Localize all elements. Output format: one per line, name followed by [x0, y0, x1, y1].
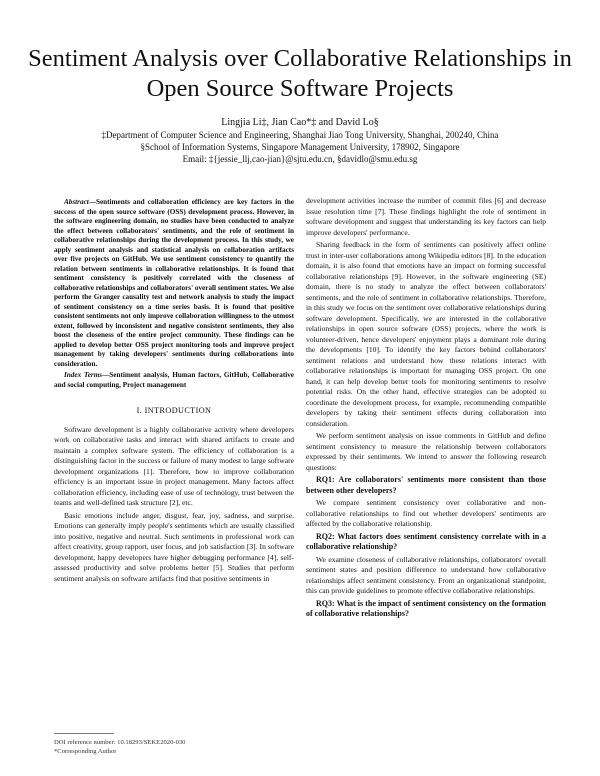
research-question-1: RQ1: Are collaborators' sentiments more consistent than those between other developers?: [306, 475, 546, 495]
author-list: Lingjia Li‡, Jian Cao*‡ and David Lo§: [221, 117, 379, 128]
footnotes: [54, 739, 294, 756]
section-heading-introduction: I. INTRODUCTION: [136, 406, 212, 415]
intro-paragraph-5: We perform sentiment analysis on issue comments in GitHub and define sentiment consistency to measure the relationship between collaborators expressed by their sentiments. We intend to answer the following research questions:: [306, 431, 546, 472]
author-emails: Email: ‡{jessie_llj,cao-jian}@sjtu.edu.cn, §davidlo@smu.edu.sg: [182, 154, 418, 164]
footnote-rule: [54, 733, 114, 734]
research-question-2: RQ2: What factors does sentiment consistency correlate with in a collaborative relationship?: [306, 531, 546, 551]
index-terms-label: Index Terms: [64, 371, 103, 379]
index-terms-text: —Sentiment analysis, Human factors, GitHub, Collaborative and social computing, Project management: [54, 371, 294, 389]
index-terms: [54, 371, 294, 390]
corresponding-author-note: *Corresponding Author: [54, 747, 117, 755]
rq2-description: We examine closeness of collaborative relationships, collaborators' overall sentiment states and position difference to understand how collaborative relationships affect sentiment consistency. From an organizational standpoint, this can provide guidelines to promote effective collaborative relationships.: [306, 554, 546, 595]
paper-title: Sentiment Analysis over Collaborative Relationships in Open Source Software Projects: [28, 45, 572, 102]
intro-paragraph-1: Software development is a highly collaborative activity where developers work on collaborative tasks and interact with shared artifacts to create and maintain a complex software system. The efficiency of collaboration is a distinguishing factor in the success or failure of many modest to large software development organizations [1]. Therefore, how to improve collaboration efficiency is an important issue in project management. Many factors affect collaboration efficiency, including ease of use of technology, trust between the teams and well-defined task structure [2], etc.: [54, 424, 294, 507]
affiliation-sjtu: ‡Department of Computer Science and Engineering, Shanghai Jiao Tong University, Shanghai, 200240, China: [101, 130, 499, 140]
abstract-text: —Sentiments and collaboration efficiency are key factors in the success of the open source software (OSS) development process. However, in the software engineering domain, no studies have been conducted to analyze the effect between collaborators' sentiments, and the role of sentiment in collaborative relationships during the development process. In this study, we apply sentiment analysis and statistical analysis on collaboration artifacts over five projects on GitHub. We use sentiment consistency to quantify the relation between sentiments in collaborative relationships. It is found that sentiment consistency is positively correlated with the closeness of collaborative relationships and collaborators' overall sentiment states. We also perform the Granger causality test and network analysis to study the impact of sentiment consistency on a time series basis. It is found that positive consistent sentiments not only improve collaboration willingness to the utmost extent, followed by inconsistent and negative consistent sentiments, they also boost the closeness of the entire project community. These findings can be applied to develop better OSS project monitoring tools and improve project management by taking developers' sentiments during collaborations into consideration.: [54, 198, 294, 368]
abstract: [54, 198, 294, 369]
intro-paragraph-4: Sharing feedback in the form of sentiments can positively affect online trust in inter-user collaborations among Wikipedia editors [8]. In the education domain, it is also found that emotions have an impact on forming successful collaborative relationships [9]. However, in the software engineering (SE) domain, there is no study to analyze the effect between collaborators' sentiments, and the role of sentiment in collaborative relationships. Therefore, in this study we focus on the sentiment over collaborative relationships during software development. Specifically, we are interested in the collaborative relationships in open source software (OSS) projects, where the work is volunteer-driven, hence developers' enjoyment plays a dominant role during the developments [10]. To identify the key factors behind collaborators' sentiment relations and understand how these relations interact with collaborative relationships is important for managing OSS project. On one hand, it can help develop better tools for monitoring sentiments to resolve potential risks. On the other hand, effective strategies can be adopted to coordinate the development process, for example, recommending compatible developers by taking their sentiment effects during collaboration into consideration.: [306, 240, 546, 428]
research-question-3: RQ3: What is the impact of sentiment consistency on the formation of collaborative relationships?: [306, 598, 546, 618]
intro-paragraph-2: Basic emotions include anger, disgust, fear, joy, sadness, and surprise. Emotions can generally imply people's sentiments which are usually classified into positive, negative and neutral. Such sentiments in professional work can affect creativity, group rapport, user focus, and job satisfaction [3]. In software development, happy developers have higher debugging performance [4], self-assessed productivity and solve problems better [5]. Studies that perform sentiment analysis on software artifacts find that positive sentiments in: [54, 510, 294, 583]
rq1-description: We compare sentiment consistency over collaborative and non-collaborative relationships to find out whether developers' sentiments are affected by the collaborative relationship.: [306, 498, 546, 528]
doi-reference: DOI reference number: 10.18293/SEKE2020-030: [54, 739, 186, 746]
intro-paragraph-3: development activities increase the number of commit files [6] and decrease issue resolution time [7]. These findings highlight the role of sentiment in software development and suggest that understanding its key factors can help improve developers' performance.: [306, 196, 546, 237]
left-column: [54, 198, 294, 586]
abstract-label: Abstract: [64, 198, 89, 206]
right-column: [306, 196, 546, 622]
affiliation-smu: §School of Information Systems, Singapore Management University, 178902, Singapore: [140, 142, 460, 152]
